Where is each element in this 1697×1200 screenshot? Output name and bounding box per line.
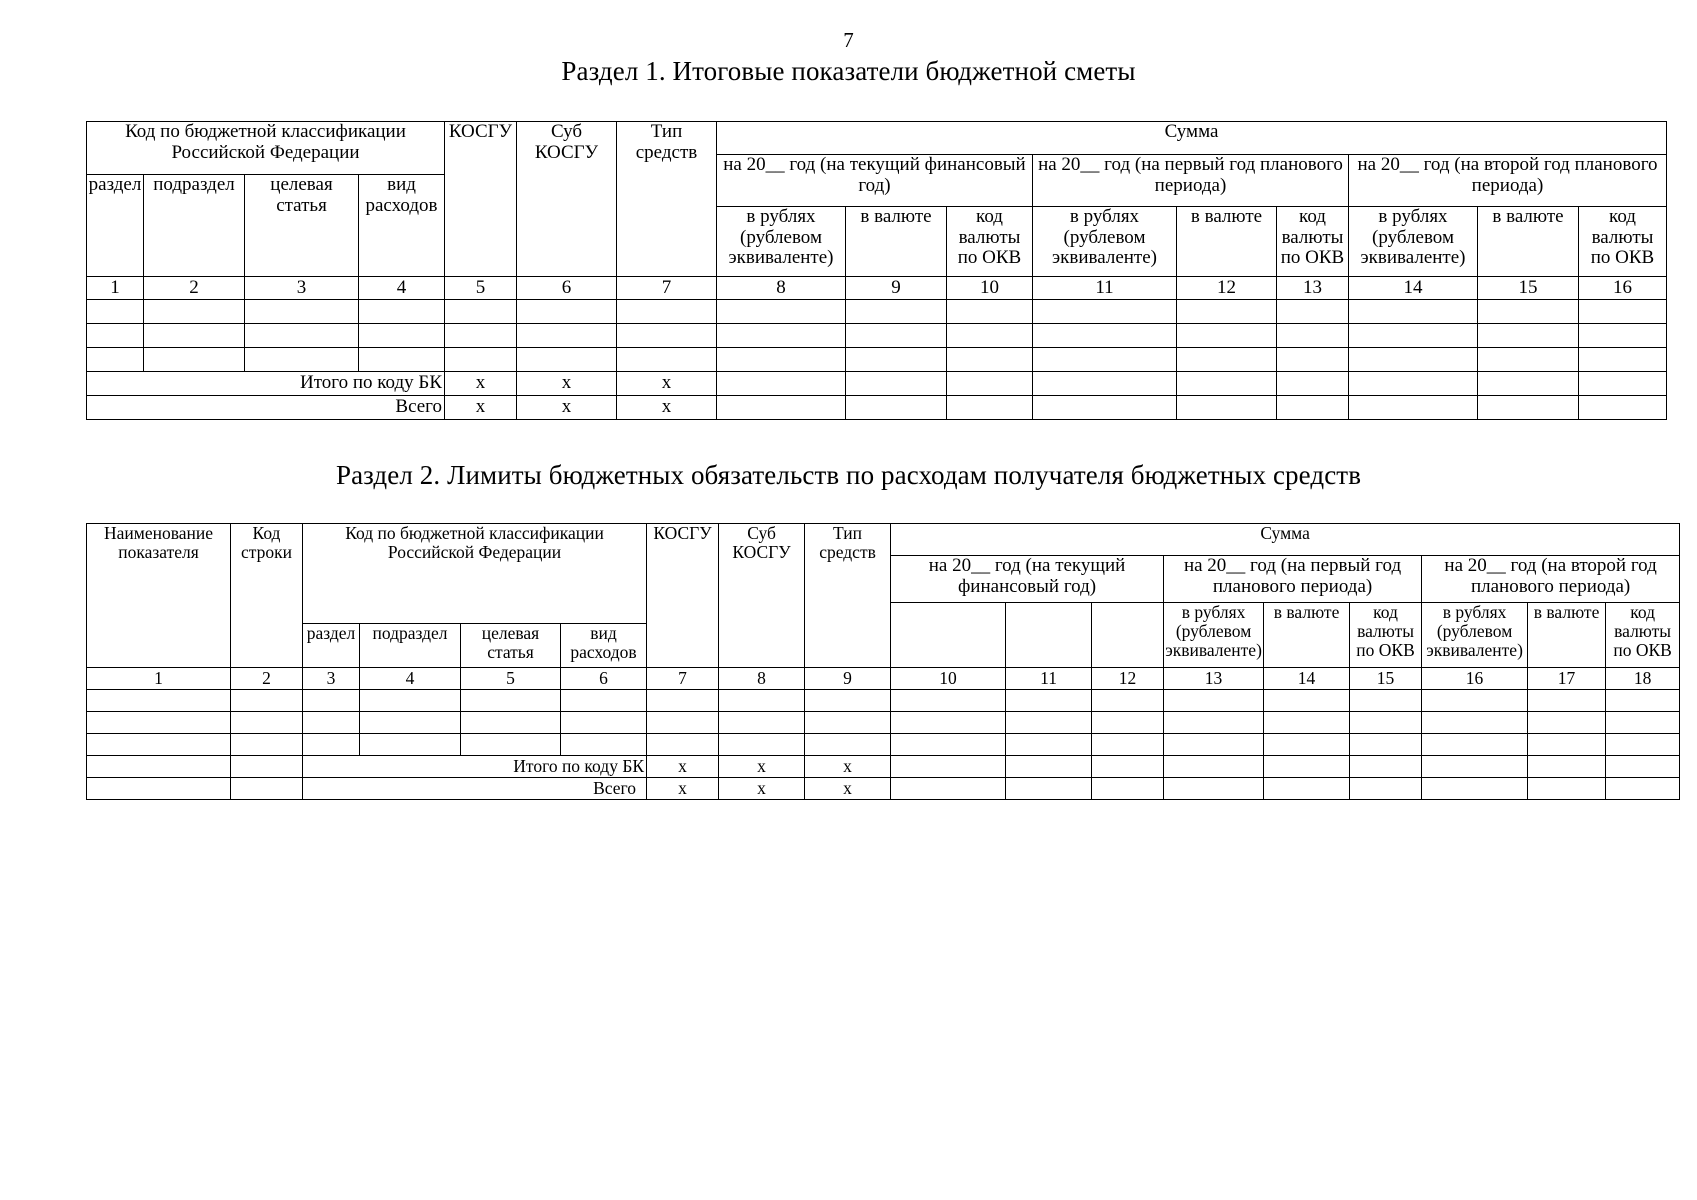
column-number: 6 [561,668,647,690]
header-rub: в рублях (рублевом эквиваленте) [1164,603,1264,668]
table-row [87,324,1667,348]
column-number: 7 [647,668,719,690]
header-name: Наименование показателя [87,524,231,668]
section-1-title: Раздел 1. Итоговые показатели бюджетной сметы [561,56,1136,86]
total-bk-row [87,372,1667,396]
column-number: 2 [144,277,245,300]
header-tip-sredstv: Тип средств [805,524,891,668]
total-all-kosgu: x [445,396,517,420]
header-okv: код валюты по ОКВ [1606,603,1680,668]
total-bk-row [87,756,1680,778]
total-bk-kosgu: x [647,756,719,778]
header-podrazdel: подраздел [360,624,461,668]
page-number: 7 [843,28,854,52]
header-year-current: на 20__ год (на текущий финансовый год) [891,556,1164,603]
column-number: 10 [947,277,1033,300]
total-all-row [87,396,1667,420]
header-kosgu: КОСГУ [445,122,517,277]
column-number: 1 [87,668,231,690]
header-rub: в рублях (рублевом эквиваленте) [1349,207,1478,277]
total-bk-tip: x [805,756,891,778]
total-bk-label: Итого по коду БК [303,756,647,778]
column-number: 9 [805,668,891,690]
header-rub: в рублях (рублевом эквиваленте) [717,207,846,277]
column-number: 15 [1478,277,1579,300]
header-year-first: на 20__ год (на первый год планового периода) [1164,556,1422,603]
section-1-table [86,121,1667,420]
table-row [87,690,1680,712]
total-bk-label: Итого по коду БК [87,372,445,396]
total-all-sub-kosgu: x [719,778,805,800]
column-number: 2 [231,668,303,690]
column-number: 13 [1277,277,1349,300]
column-number: 7 [617,277,717,300]
total-all-kosgu: x [647,778,719,800]
header-row-code: Код строки [231,524,303,668]
column-number: 11 [1006,668,1092,690]
header-celevaya-statya: целевая статья [245,175,359,277]
total-all-label: Всего [303,778,647,800]
header-val: в валюте [1528,603,1606,668]
total-all-tip: x [805,778,891,800]
header-year-first: на 20__ год (на первый год планового периода) [1033,155,1349,207]
column-number: 12 [1092,668,1164,690]
header-bk-code: Код по бюджетной классификации Российской Федерации [303,524,647,624]
column-number: 10 [891,668,1006,690]
column-number: 9 [846,277,947,300]
column-number: 11 [1033,277,1177,300]
column-number: 8 [719,668,805,690]
header-razdel: раздел [87,175,144,277]
column-number: 14 [1264,668,1350,690]
section-2-title: Раздел 2. Лимиты бюджетных обязательств по расходам получателя бюджетных средств [335,460,1362,490]
total-all-row [87,778,1680,800]
header-celevaya-statya: целевая статья [461,624,561,668]
table-row [87,300,1667,324]
column-number: 17 [1528,668,1606,690]
column-number: 8 [717,277,846,300]
header-tip-sredstv: Тип средств [617,122,717,277]
header-okv: код валюты по ОКВ [1579,207,1667,277]
header-summa: Сумма [891,524,1680,556]
total-bk-sub-kosgu: x [517,372,617,396]
column-number: 3 [303,668,360,690]
header-rub: в рублях (рублевом эквиваленте) [1422,603,1528,668]
header-vid-rashodov: вид расходов [561,624,647,668]
column-number: 13 [1164,668,1264,690]
column-number: 4 [359,277,445,300]
header-kosgu: КОСГУ [647,524,719,668]
total-bk-sub-kosgu: x [719,756,805,778]
header-year-second: на 20__ год (на второй год планового периода) [1349,155,1667,207]
column-number: 5 [445,277,517,300]
header-podrazdel: подраздел [144,175,245,277]
header-year-current: на 20__ год (на текущий финансовый год) [717,155,1033,207]
column-number: 14 [1349,277,1478,300]
header-okv: код валюты по ОКВ [1277,207,1349,277]
column-number: 16 [1579,277,1667,300]
column-number: 1 [87,277,144,300]
total-all-tip: x [617,396,717,420]
table-row [87,348,1667,372]
header-year-second: на 20__ год (на второй год планового периода) [1422,556,1680,603]
header-rub: в рублях (рублевом эквиваленте) [1033,207,1177,277]
header-val: в валюте [1478,207,1579,277]
table-row [87,734,1680,756]
column-number: 4 [360,668,461,690]
header-val: в валюте [1177,207,1277,277]
total-bk-tip: x [617,372,717,396]
header-summa: Сумма [717,122,1667,155]
header-okv: код валюты по ОКВ [947,207,1033,277]
column-number: 5 [461,668,561,690]
column-number: 3 [245,277,359,300]
column-number: 15 [1350,668,1422,690]
header-val: в валюте [1264,603,1350,668]
total-all-sub-kosgu: x [517,396,617,420]
header-razdel: раздел [303,624,360,668]
section-2-table [86,523,1680,800]
header-val: в валюте [846,207,947,277]
header-sub-kosgu: Суб КОСГУ [719,524,805,668]
header-sub-kosgu: Суб КОСГУ [517,122,617,277]
total-all-label: Всего [87,396,445,420]
table-row [87,712,1680,734]
column-number: 6 [517,277,617,300]
header-okv: код валюты по ОКВ [1350,603,1422,668]
column-number: 12 [1177,277,1277,300]
header-vid-rashodov: вид расходов [359,175,445,277]
column-number: 16 [1422,668,1528,690]
header-bk-code: Код по бюджетной классификации Российской Федерации [87,122,445,175]
total-bk-kosgu: x [445,372,517,396]
column-number: 18 [1606,668,1680,690]
